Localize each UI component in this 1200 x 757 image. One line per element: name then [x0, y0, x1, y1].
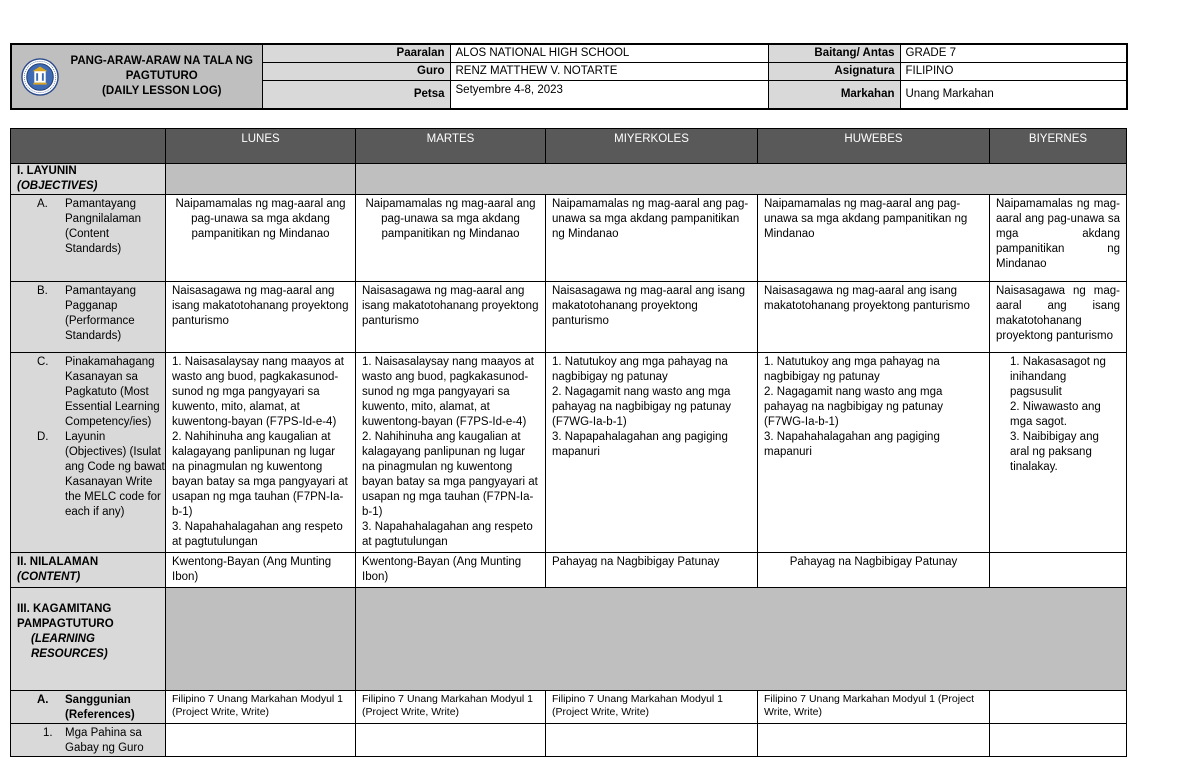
date-label: Petsa — [262, 81, 450, 110]
content-standards-wednesday: Naipamamalas ng mag-aaral ang pag-unawa sa mga akdang pampanitikan ng Mindanao — [546, 195, 758, 282]
competencies-row — [11, 353, 1127, 553]
teacher-guide-pages-tuesday — [356, 724, 546, 757]
resources-header-row — [11, 588, 1127, 691]
content-monday: Kwentong-Bayan (Ang Munting Ibon) — [166, 553, 356, 588]
competencies-monday: 1. Naisasalaysay nang maayos at wasto ang buod, pagkakasunod-sunod ng mga pangyayari sa kuwento, mito, alamat, at kuwentong-bayan (F7PS-Id-e-4) 2. Nahihinuha ang kaugalian at kalagayang panlipunan ng lugar na pinagmulan ng kuwentong bayan batay sa mga pangyayari at usapan ng mga tauhan (F7PN-Ia-b-1) 3. Napahahalagahan ang respeto at pagtutulungan — [166, 353, 356, 553]
content-standards-tuesday: Naipamamalas ng mag-aaral ang pag-unawa sa mga akdang pampanitikan ng Mindanao — [356, 195, 546, 282]
grade-value: GRADE 7 — [900, 44, 1127, 63]
resources-gray-cell-1 — [166, 588, 356, 691]
competencies-tuesday: 1. Naisasalaysay nang maayos at wasto ang buod, pagkakasunod-sunod ng mga pangyayari sa kuwento, mito, alamat, at kuwentong-bayan (F7PS-Id-e-4) 2. Nahihinuha ang kaugalian at kalagayang panlipunan ng lugar na pinagmulan ng kuwentong bayan batay sa mga pangyayari at usapan ng mga tauhan (F7PN-Ia-b-1) 3. Napahahalagahan ang respeto at pagtutulungan — [356, 353, 546, 553]
day-header-friday: BIYERNES — [990, 129, 1127, 164]
references-label: A. Sanggunian (References) — [11, 691, 166, 724]
competencies-label: C. Pinakamahagang Kasanayan sa Pagkatuto (Most Essential Learning Competency/ies) D. Layunin (Objectives) (Isulat ang Code ng bawat Kasanayan Write the MELC code for each if any) — [11, 353, 166, 553]
content-tuesday: Kwentong-Bayan (Ang Munting Ibon) — [356, 553, 546, 588]
deped-seal-icon — [21, 58, 59, 96]
references-monday: Filipino 7 Unang Markahan Modyul 1 (Project Write, Write) — [166, 691, 356, 724]
teacher-value: RENZ MATTHEW V. NOTARTE — [450, 63, 768, 81]
performance-standards-thursday: Naisasagawa ng mag-aaral ang isang makatotohanang proyektong panturismo — [758, 282, 990, 353]
lesson-log-table — [10, 128, 1127, 757]
content-standards-monday: Naipamamalas ng mag-aaral ang pag-unawa sa mga akdang pampanitikan ng Mindanao — [166, 195, 356, 282]
school-label: Paaralan — [262, 44, 450, 63]
teacher-label: Guro — [262, 63, 450, 81]
day-header-tuesday: MARTES — [356, 129, 546, 164]
teacher-guide-pages-row — [11, 724, 1127, 757]
header-table — [10, 43, 1128, 110]
content-friday — [990, 553, 1127, 588]
references-row — [11, 691, 1127, 724]
day-header-wednesday: MIYERKOLES — [546, 129, 758, 164]
date-value: Setyembre 4-8, 2023 — [450, 81, 768, 110]
day-header-blank — [11, 129, 166, 164]
references-tuesday: Filipino 7 Unang Markahan Modyul 1 (Project Write, Write) — [356, 691, 546, 724]
content-standards-row — [11, 195, 1127, 282]
resources-label: III. KAGAMITANG PAMPAGTUTURO (LEARNING RESOURCES) — [11, 588, 166, 691]
day-header-monday: LUNES — [166, 129, 356, 164]
teacher-guide-pages-label: 1. Mga Pahina sa Gabay ng Guro — [11, 724, 166, 757]
content-thursday: Pahayag na Nagbibigay Patunay — [758, 553, 990, 588]
teacher-guide-pages-wednesday — [546, 724, 758, 757]
subject-label: Asignatura — [768, 63, 900, 81]
content-row — [11, 553, 1127, 588]
performance-standards-friday: Naisasagawa ng mag- aaral ang isang makatotohanang proyektong panturismo — [990, 282, 1127, 353]
references-thursday: Filipino 7 Unang Markahan Modyul 1 (Project Write, Write) — [758, 691, 990, 724]
performance-standards-row — [11, 282, 1127, 353]
day-header-thursday: HUWEBES — [758, 129, 990, 164]
header-title-line2: PAGTUTURO — [125, 70, 198, 82]
performance-standards-tuesday: Naisasagawa ng mag-aaral ang isang makatotohanang proyektong panturismo — [356, 282, 546, 353]
references-friday — [990, 691, 1127, 724]
performance-standards-wednesday: Naisasagawa ng mag-aaral ang isang makatotohanang proyektong panturismo — [546, 282, 758, 353]
teacher-guide-pages-thursday — [758, 724, 990, 757]
objectives-label: I. LAYUNIN (OBJECTIVES) — [11, 164, 166, 195]
quarter-label: Markahan — [768, 81, 900, 110]
teacher-guide-pages-monday — [166, 724, 356, 757]
day-header-row — [11, 129, 1127, 164]
content-wednesday: Pahayag na Nagbibigay Patunay — [546, 553, 758, 588]
quarter-value: Unang Markahan — [900, 81, 1127, 110]
grade-label: Baitang/ Antas — [768, 44, 900, 63]
content-label: II. NILALAMAN (CONTENT) — [11, 553, 166, 588]
subject-value: FILIPINO — [900, 63, 1127, 81]
objectives-gray-cell-1 — [166, 164, 356, 195]
content-standards-thursday: Naipamamalas ng mag-aaral ang pag-unawa sa mga akdang pampanitikan ng Mindanao — [758, 195, 990, 282]
performance-standards-monday: Naisasagawa ng mag-aaral ang isang makatotohanang proyektong panturismo — [166, 282, 356, 353]
content-standards-label: A. Pamantayang Pangnilalaman (Content Standards) — [11, 195, 166, 282]
content-standards-friday: Naipamamalas ng mag-aaral ang pag-unawa sa mga akdang pampanitikan ng Mindanao — [990, 195, 1127, 282]
header-title-line3: (DAILY LESSON LOG) — [102, 85, 222, 97]
competencies-thursday: 1. Natutukoy ang mga pahayag na nagbibigay ng patunay 2. Nagagamit nang wasto ang mga pahayag na nagbibigay ng patunay (F7WG-Ia-b-1) 3. Napahahalagahan ang pagiging mapanuri — [758, 353, 990, 553]
performance-standards-label: B. Pamantayang Pagganap (Performance Standards) — [11, 282, 166, 353]
header-title-cell — [11, 44, 262, 109]
resources-gray-cell-2 — [356, 588, 1127, 691]
objectives-header-row — [11, 164, 1127, 195]
objectives-gray-cell-2 — [356, 164, 1127, 195]
header-title-line1: PANG-ARAW-ARAW NA TALA NG — [70, 55, 253, 67]
school-value: ALOS NATIONAL HIGH SCHOOL — [450, 44, 768, 63]
competencies-friday: 1. Nakasasagot ng inihandang pagsusulit 2. Niwawasto ang mga sagot. 3. Naibibigay ang aral ng paksang tinalakay. — [990, 353, 1127, 553]
references-wednesday: Filipino 7 Unang Markahan Modyul 1 (Project Write, Write) — [546, 691, 758, 724]
competencies-wednesday: 1. Natutukoy ang mga pahayag na nagbibigay ng patunay 2. Nagagamit nang wasto ang mga pahayag na nagbibigay ng patunay (F7WG-Ia-b-1) 3. Napapahalagahan ang pagiging mapanuri — [546, 353, 758, 553]
teacher-guide-pages-friday — [990, 724, 1127, 757]
